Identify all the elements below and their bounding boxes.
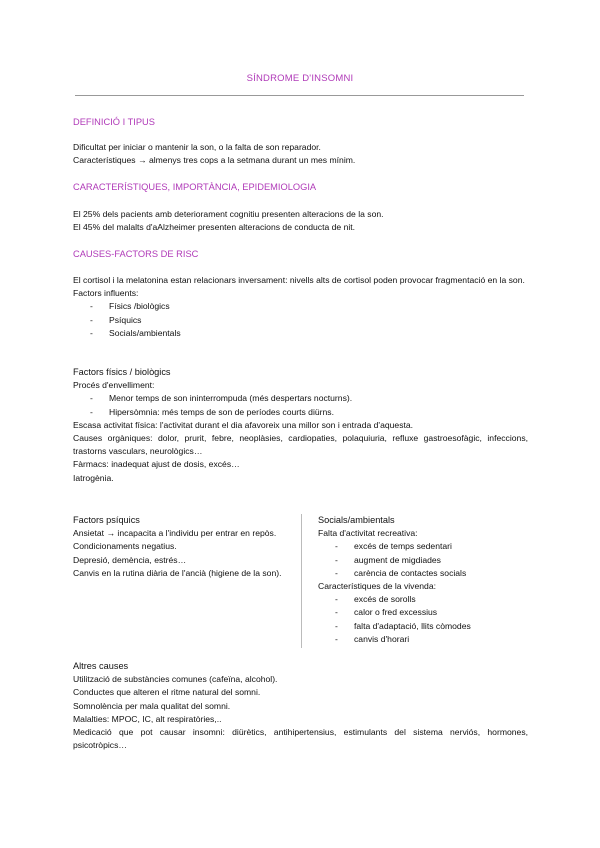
section-heading-definicio: DEFINICIÓ I TIPUS bbox=[73, 117, 155, 127]
subheading-altres: Altres causes bbox=[73, 661, 129, 671]
subheading-fisics: Factors físics / biològics bbox=[73, 367, 171, 377]
proces-label: Procés d'envelliment: bbox=[73, 380, 155, 391]
section-body-causes bbox=[73, 274, 528, 340]
text-line: El 45% del malalts d'aAlzheimer presenten alteracions de conducta de nit. bbox=[73, 222, 356, 233]
list-item: - Físics /biològics bbox=[73, 300, 528, 313]
socials-column bbox=[318, 514, 530, 646]
influents-list bbox=[73, 300, 528, 340]
intro-paragraph: El cortisol i la melatonina estan relacionars inversament: nivells alts de cortisol poden provocar fragmentació en la son. bbox=[73, 275, 525, 285]
text-line: Dificultat per iniciar o mantenir la son, o la falta de son reparador. bbox=[73, 142, 321, 152]
section-body-caracteristiques bbox=[73, 208, 528, 234]
list-item: - carència de contactes socials bbox=[318, 567, 530, 580]
text-line: Depresió, demència, estrés… bbox=[73, 554, 187, 565]
socials-label-2: Característiques de la vivenda: bbox=[318, 581, 436, 592]
list-item: - calor o fred excessius bbox=[318, 606, 530, 619]
text-line: Malalties: MPOC, IC, alt respiratòries,.. bbox=[73, 713, 222, 724]
list-item: - falta d'adaptació, llits còmodes bbox=[318, 620, 530, 633]
list-item: - Menor temps de son ininterrompuda (més despertars nocturns). bbox=[73, 392, 528, 405]
list-item: - Hipersòmnia: més temps de son de períodes courts diürns. bbox=[73, 406, 528, 419]
text-line: Causes orgàniques: dolor, prurit, febre, neoplàsies, cardiopaties, polaquiuria, refluxe gastroesofàgic, infeccions, trastorns vasculars, neurològics… bbox=[73, 433, 528, 457]
text-line: El 25% dels pacients amb deteriorament cognitiu presenten alteracions de la son. bbox=[73, 209, 384, 219]
section-heading-causes: CAUSES-FACTORS DE RISC bbox=[73, 249, 199, 259]
column-divider bbox=[301, 514, 302, 648]
text-line: Condicionaments negatius. bbox=[73, 541, 177, 552]
psiquics-column bbox=[73, 514, 285, 580]
altres-block bbox=[73, 660, 528, 752]
list-item: - canvis d'horari bbox=[318, 633, 530, 646]
page-title: SÍNDROME D'INSOMNI bbox=[246, 73, 354, 84]
influents-label: Factors influents: bbox=[73, 288, 139, 299]
text-line: Escasa activitat física: l'activitat durant el dia afavoreix una millor son i entrada d'aquesta. bbox=[73, 419, 414, 430]
text-line: Medicació que pot causar insomni: diürètics, antihipertensius, estimulants del sistema nerviós, hormones, psicotròpics… bbox=[73, 727, 528, 751]
list-item: - Psíquics bbox=[73, 314, 528, 327]
socials-list-1 bbox=[318, 540, 530, 580]
title-rule bbox=[75, 95, 524, 96]
text-line: Fàrmacs: inadequat ajust de dosis, excés… bbox=[73, 459, 240, 470]
text-line: Somnolència per mala qualitat del somni. bbox=[73, 700, 231, 711]
proces-list bbox=[73, 392, 528, 418]
section-heading-caracteristiques: CARACTERÍSTIQUES, IMPORTÀNCIA, EPIDEMIOLOGIA bbox=[73, 182, 317, 192]
text-line: Característiques → almenys tres cops a la setmana durant un mes mínim. bbox=[73, 155, 356, 166]
subheading-psiquics: Factors psíquics bbox=[73, 515, 140, 525]
socials-list-2 bbox=[318, 593, 530, 646]
text-line: Utilització de substàncies comunes (cafeïna, alcohol). bbox=[73, 674, 278, 685]
list-item: - excés de temps sedentari bbox=[318, 540, 530, 553]
section-body-definicio bbox=[73, 141, 528, 167]
text-line: Canvis en la rutina diària de l'ancià (higiene de la son). bbox=[73, 567, 282, 578]
list-item: - Socials/ambientals bbox=[73, 327, 528, 340]
fisics-block bbox=[73, 366, 528, 485]
text-line: Ansietat → incapacita a l'individu per entrar en repòs. bbox=[73, 528, 277, 539]
socials-label-1: Falta d'activitat recreativa: bbox=[318, 528, 418, 539]
list-item: - excés de sorolls bbox=[318, 593, 530, 606]
text-line: Iatrogènia. bbox=[73, 472, 114, 483]
text-line: Conductes que alteren el ritme natural del somni. bbox=[73, 687, 261, 698]
list-item: - augment de migdiades bbox=[318, 554, 530, 567]
subheading-socials: Socials/ambientals bbox=[318, 515, 395, 525]
